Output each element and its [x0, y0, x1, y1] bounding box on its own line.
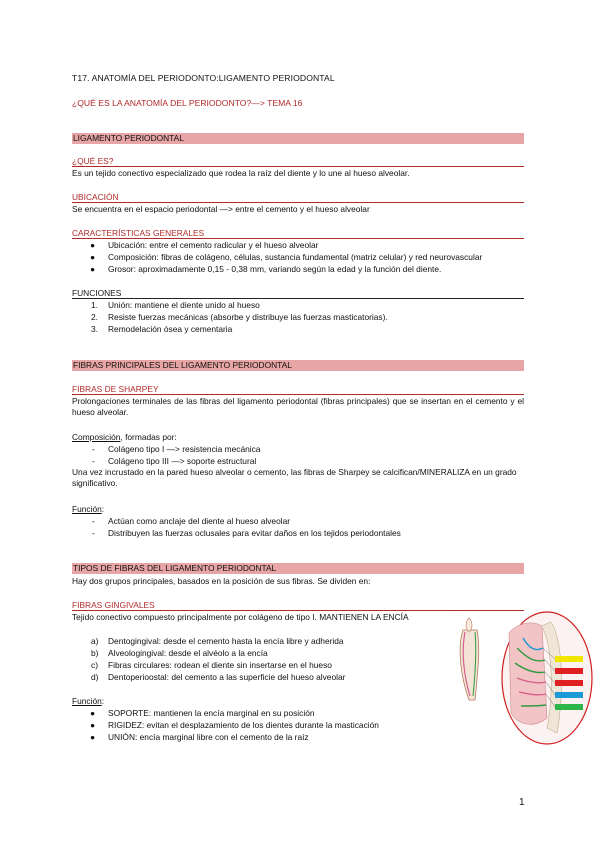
caracteristica-item: Composición: fibras de colágeno, células, sustancia fundamental (matriz celular) y red neurovascular — [108, 252, 483, 262]
composicion-line — [72, 432, 524, 443]
section-header-ligamento: LIGAMENTO PERIODONTAL — [72, 133, 524, 144]
list-letter: a) — [91, 636, 99, 646]
funcion-item: Resiste fuerzas mecánicas (absorbe y distribuye las fuerzas masticatorias). — [108, 312, 388, 322]
bullet: ● — [90, 708, 96, 718]
bullet: ● — [90, 252, 96, 262]
composicion-rest: , formadas por: — [120, 432, 177, 442]
funcion-label: Función — [72, 504, 102, 514]
small-tooth-diagram — [455, 613, 479, 700]
sharpey-heading: FIBRAS DE SHARPEY — [72, 384, 524, 395]
label-yellow — [555, 656, 583, 662]
calcificacion-text: Una vez incrustado en la pared hueso alveolar o cemento, las fibras de Sharpey se calcifican/MINERALIZA en un grado significativo. — [72, 467, 517, 488]
gingivales-heading: FIBRAS GINGIVALES — [72, 600, 524, 611]
label-red-2 — [555, 680, 583, 686]
gingivales-text: Tejido conectivo compuesto principalmente por colágeno de tipo I. MANTIENEN LA ENCÍA — [72, 612, 409, 622]
label-green — [555, 704, 583, 710]
composicion-label: Composición — [72, 432, 121, 442]
tipos-intro: Hay dos grupos principales, basados en la posición de sus fibras. Se dividen en: — [72, 576, 371, 586]
dash-bullet: - — [92, 456, 95, 466]
list-number: 3. — [91, 324, 98, 334]
caracteristicas-heading: CARACTERÍSTICAS GENERALES — [72, 228, 524, 239]
list-letter: d) — [91, 672, 99, 682]
funcion-item: Unión: mantiene el diente unido al hueso — [108, 300, 260, 310]
gingival-fibers-illustration — [447, 608, 597, 748]
bullet: ● — [90, 732, 96, 742]
bullet: ● — [90, 240, 96, 250]
sharpey-funcion-item: Actúan como anclaje del diente al hueso alveolar — [108, 516, 291, 526]
section-header-fibras-principales: FIBRAS PRINCIPALES DEL LIGAMENTO PERIODONTAL — [72, 360, 524, 371]
gingivales-funcion-rest: : — [101, 696, 105, 706]
dash-bullet: - — [92, 528, 95, 538]
composicion-item: Colágeno tipo I —> resistencia mecánica — [108, 444, 261, 454]
gingivales-funcion-label: Función — [72, 696, 102, 706]
list-number: 2. — [91, 312, 98, 322]
illustration-svg — [447, 608, 597, 748]
bullet: ● — [90, 264, 96, 274]
document-title: T17. ANATOMÍA DEL PERIODONTO:LIGAMENTO PERIODONTAL — [72, 73, 335, 83]
tipo-item: Dentoperioostal: del cemento a las superficie del hueso alveolar — [108, 672, 346, 682]
svg-text:· · ·: · · · — [455, 613, 460, 617]
gingivales-funcion-item: UNIÓN: encía marginal libre con el cemento de la raíz — [108, 732, 309, 742]
funcion-rest: : — [101, 504, 105, 514]
ubicacion-text: Se encuentra en el espacio periodontal —> entre el cemento y el hueso alveolar — [72, 204, 370, 214]
page-number: 1 — [519, 797, 525, 808]
composicion-item: Colágeno tipo III —> soporte estructural — [108, 456, 257, 466]
gingivales-funcion-item: SOPORTE: mantienen la encía marginal en su posición — [108, 708, 315, 718]
caracteristica-item: Grosor: aproximadamente 0,15 - 0,38 mm, variando según la edad y la función del diente. — [108, 264, 442, 274]
ubicacion-heading: UBICACIÓN — [72, 192, 524, 203]
que-es-text: Es un tejido conectivo especializado que rodea la raíz del diente y lo une al hueso alveolar. — [72, 168, 410, 178]
label-blue — [555, 692, 583, 698]
question-heading: ¿QUÉ ES LA ANATOMÍA DEL PERIODONTO?—> TEMA 16 — [72, 98, 303, 108]
tipo-item: Dentogingival: desde el cemento hasta la encía libre y adherida — [108, 636, 344, 646]
bullet: ● — [90, 720, 96, 730]
que-es-heading: ¿QUÉ ES? — [72, 156, 524, 167]
sharpey-funcion-item: Distribuyen las fuerzas oclusales para evitar daños en los tejidos periodontales — [108, 528, 401, 538]
section-header-tipos-fibras: TIPOS DE FIBRAS DEL LIGAMENTO PERIODONTAL — [72, 563, 524, 574]
gingiva-tissue — [509, 623, 547, 724]
tipo-item: Fibras circulares: rodean el diente sin insertarse en el hueso — [108, 660, 332, 670]
dash-bullet: - — [92, 516, 95, 526]
sharpey-text: Prolongaciones terminales de las fibras del ligamento periodontal (fibras principales) que se insertan en el cemento y el hueso alveolar. — [72, 396, 524, 417]
list-number: 1. — [91, 300, 98, 310]
funcion-item: Remodelación ósea y cementaria — [108, 324, 233, 334]
caracteristica-item: Ubicación: entre el cemento radicular y el hueso alveolar — [108, 240, 319, 250]
gingivales-funcion-item: RIGIDEZ: evitan el desplazamiento de los dientes durante la masticación — [108, 720, 379, 730]
list-letter: b) — [91, 648, 99, 658]
dash-bullet: - — [92, 444, 95, 454]
funcion-line — [72, 504, 524, 515]
funciones-heading: FUNCIONES — [72, 288, 524, 299]
tipo-item: Alveologingival: desde el alvéolo a la encía — [108, 648, 268, 658]
list-letter: c) — [91, 660, 98, 670]
label-red — [555, 668, 583, 674]
